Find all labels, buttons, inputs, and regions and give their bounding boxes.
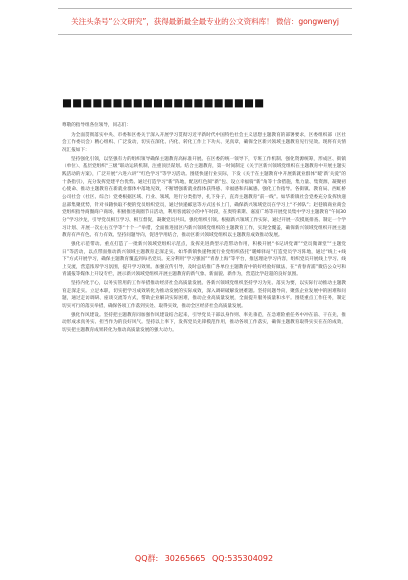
header-banner: [58, 8, 352, 46]
footer-contact: QQ群: 30265665 QQ:535304092: [134, 554, 274, 563]
document-body: [62, 122, 346, 336]
banner-text: 关注头条号“公文研究”，获得最新最全最专业的公文资料库！ 微信：gongwenyj: [71, 17, 339, 26]
paragraph-intro: 为全面贯彻落实中央、市委和区委关于深入开展学习贯彻习近平新时代中国特色社会主义思想主题教育的部署要求，区委组织部（区社会工作委员会）精心组织、广泛发动，切实在深化、内化、转化工作上下功夫、见真章，确保全区新兴领域主题教育见行见效。现将有关情况汇报如下：: [62, 132, 346, 153]
document-title: ■■■■■■■■■■■■■■■■■■■■: [62, 97, 265, 109]
banner-bottom-rule: [58, 34, 352, 35]
banner-top-rule: [58, 8, 352, 9]
paragraph-style: 强化作风建设。坚持把主题教育同加强作风建设结合起来，引导党员干部以身作则、率先垂范，在急难险重任务中冲在前、干在先，推动形成求真务实、担当作为的良好风气。坚持以上率下，发挥党员先锋模范作用，推动各项工作落实，确保主题教育取得实实在在的成效，切实把主题教育成果转化为推动高质量发展的强大动力。: [62, 312, 346, 334]
paragraph-leadership: 坚持强化引领，以坚强有力的组织领导确保主题教育高标准开展。在区委的统一领导下，专班工作机制、强化资源统筹，形成区、街镇（单位）、基层党组织“三级”联动运转机制，注重顶层谋划。结合主题教育，第一时间制定《关于区新兴领域党组织在主题教育中开展主题实践活动的方案》，广泛开展“六进六讲”“红色学习”等学习活动。围绕快递行业实际，下发《关于在主题教育中开展新就业群体“暖‘新’关爱”的十条指引》，充分发挥党建平台优势。通过打造学习“新”阵地，配送红色阅“新”包、设立幸福骑“新”角等十余措施，集力量、集资源，凝聚初心使命、推动主题教育在新就业群体中落地见效，不断增强新就业群体获得感、幸福感和归属感。强化工作指导。各街镇、教育局、西虹桥公司社会（社区、综合）党委根据区域、行业、领域，进行分类指导，扎下身子，直奔主题教育“前一线”。如华新镇社会党委充分发挥快递总部集聚优势，针对书籍快取不便的党员组织党员，通过快递邮送等方式送书上门，确保新兴领域党员在学习上“不掉队”；赵巷镇商业商会党组织指导商圈商户商场，积极推进商圈节日活动，利用客流较小的中午时段，在奥特莱斯、嘉富广场等开展党员集中学习主题教育“午间30分”学习沙龙，引导党员相互学习、相互督促，凝聚党员共识。强化组织引领。根据新兴领域工作实际，通过开展一次摸底排查、制定一个学习计划、开展一次左右互学等“十个一”举措，全面推进园区内新兴领域党组织的主题教育工作，实现全覆盖，确保新兴领域党组织开展主题教育有声有色、有力有效。坚持问题导向，促进学用结合，推动区新兴领域党组织以主题教育成效推动发展。: [62, 156, 346, 239]
paragraph-development: 坚持内化于心，以务实管用的工作举措推动经济社会高质量发展。各新兴领域党组织坚持学习为先、落实为要，以实际行动推动主题教育走深走实。立足本职，切实把学习成效转化为推动发展的实际成效，深入调研破解发展难题。坚持问题导向，聚焦企业发展中的困难和问题，通过走访调研、座谈交流等方式，帮助企业解决实际困难，推动企业高质量发展，全面提升服务质量和水平。围绕重点工作任务，制定切实可行的落实举措，确保各项工作落到实处、取得实效，推动全区经济社会高质量发展。: [62, 281, 346, 310]
paragraph-demonstration: 强化示范带动。重点打造了一批新兴领域党组织示范点，发挥先进典型示范带动作用，积极开展“书记讲党课”“党员微课堂”“主题党日”等活动，以点带面推动新兴领域主题教育走深走实。如华新镇快递物流行业党组织依托“暖蜂驿站”打造党员学习阵地，通过“线上+线下”方式开展学习，确保主题教育覆盖到每名党员。充分利用“学习强国”“青春上海”等平台，推送理论学习内容，组织党员开展线上学习、线上交流，营造浓厚学习氛围，提升学习效果。加强宣传引导，及时总结推广各单位主题教育中的好经验好做法，在“青春青浦”微信公众号和青浦报等媒体上开设专栏，展示新兴领域党组织开展主题教育的新气象、新面貌、新作为，营造比学赶超的良好氛围。: [62, 241, 346, 278]
salutation: 尊敬的指导组各位领导，同志们：: [62, 123, 131, 128]
